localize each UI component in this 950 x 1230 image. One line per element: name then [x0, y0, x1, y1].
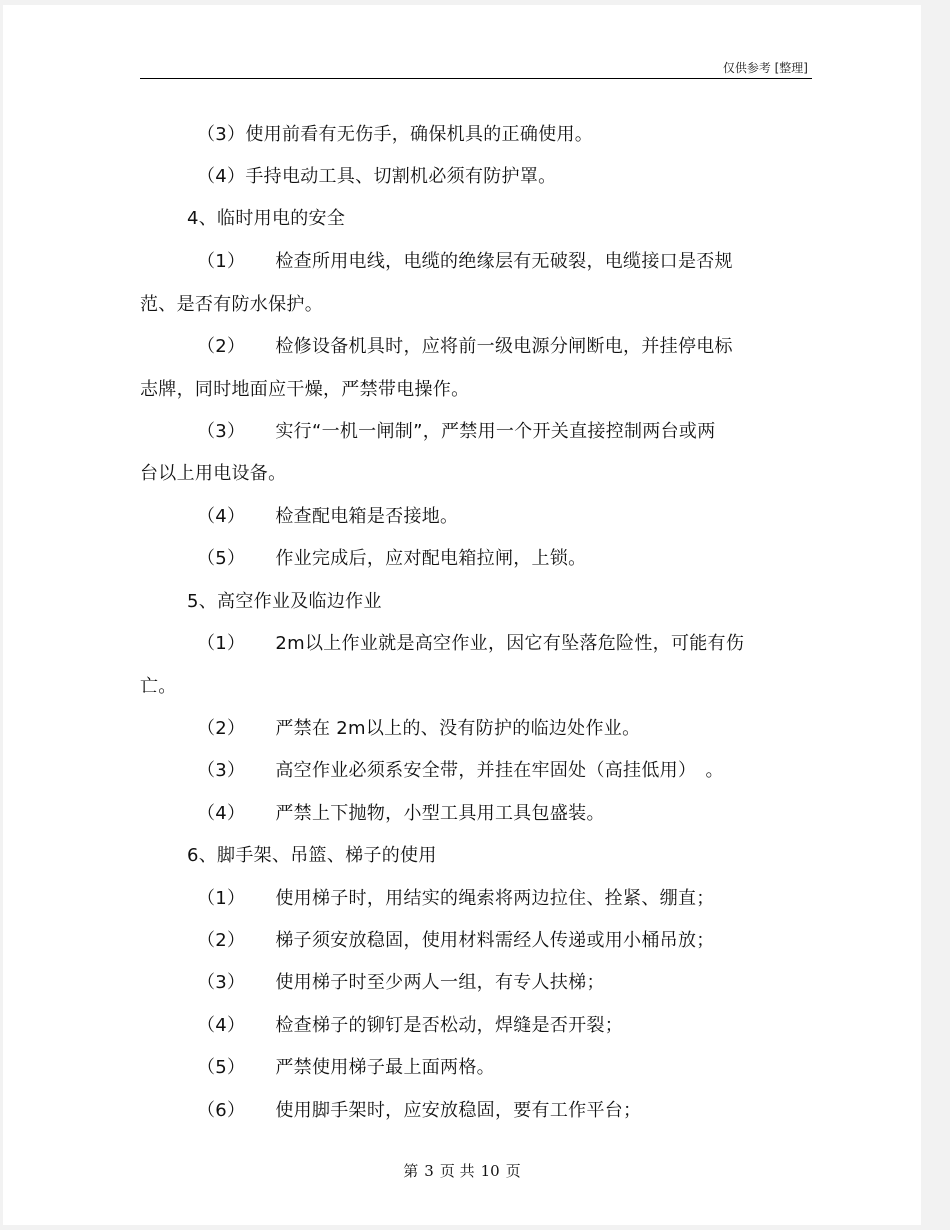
body-line: （5） 严禁使用梯子最上面两格。 — [197, 1057, 495, 1078]
section-heading: 5、高空作业及临边作业 — [187, 591, 382, 612]
body-line: （4） 检查配电箱是否接地。 — [197, 506, 459, 527]
body-line: 亡。 — [140, 676, 177, 697]
header-note: 仅供参考 [整理] — [722, 61, 808, 75]
document-page — [3, 5, 921, 1225]
body-line: 范、是否有防水保护。 — [140, 294, 323, 315]
body-line: 台以上用电设备。 — [140, 463, 287, 484]
page-footer: 第 3 页 共 10 页 — [403, 1162, 521, 1180]
header-rule — [140, 78, 812, 79]
body-line: （3） 高空作业必须系安全带，并挂在牢固处（高挂低用） 。 — [197, 760, 724, 781]
current-page-number: 3 — [424, 1162, 434, 1180]
total-pages-number: 10 — [480, 1162, 500, 1180]
body-line: （4） 严禁上下抛物，小型工具用工具包盛装。 — [197, 803, 605, 824]
body-line: （3） 实行“一机一闸制”，严禁用一个开关直接控制两台或两 — [197, 421, 716, 442]
body-line: （5） 作业完成后，应对配电箱拉闸，上锁。 — [197, 548, 587, 569]
body-line: 志牌，同时地面应干燥，严禁带电操作。 — [140, 379, 470, 400]
body-line: （1） 2m以上作业就是高空作业，因它有坠落危险性，可能有伤 — [197, 633, 745, 654]
body-line: （4） 检查梯子的铆钉是否松动，焊缝是否开裂； — [197, 1015, 624, 1036]
body-line: （2） 梯子须安放稳固，使用材料需经人传递或用小桶吊放； — [197, 930, 715, 951]
body-line: （4）手持电动工具、切割机必须有防护罩。 — [197, 166, 557, 187]
body-line: （2） 严禁在 2m以上的、没有防护的临边处作业。 — [197, 718, 641, 739]
body-line: （3） 使用梯子时至少两人一组，有专人扶梯； — [197, 972, 605, 993]
section-heading: 6、脚手架、吊篮、梯子的使用 — [187, 845, 437, 866]
section-heading: 4、临时用电的安全 — [187, 208, 346, 229]
body-line: （2） 检修设备机具时，应将前一级电源分闸断电，并挂停电标 — [197, 336, 733, 357]
body-line: （6） 使用脚手架时，应安放稳固，要有工作平台； — [197, 1100, 642, 1121]
body-line: （1） 使用梯子时，用结实的绳索将两边拉住、拴紧、绷直； — [197, 888, 715, 909]
body-line: （1） 检查所用电线，电缆的绝缘层有无破裂，电缆接口是否规 — [197, 251, 733, 272]
body-line: （3）使用前看有无伤手，确保机具的正确使用。 — [197, 124, 594, 145]
